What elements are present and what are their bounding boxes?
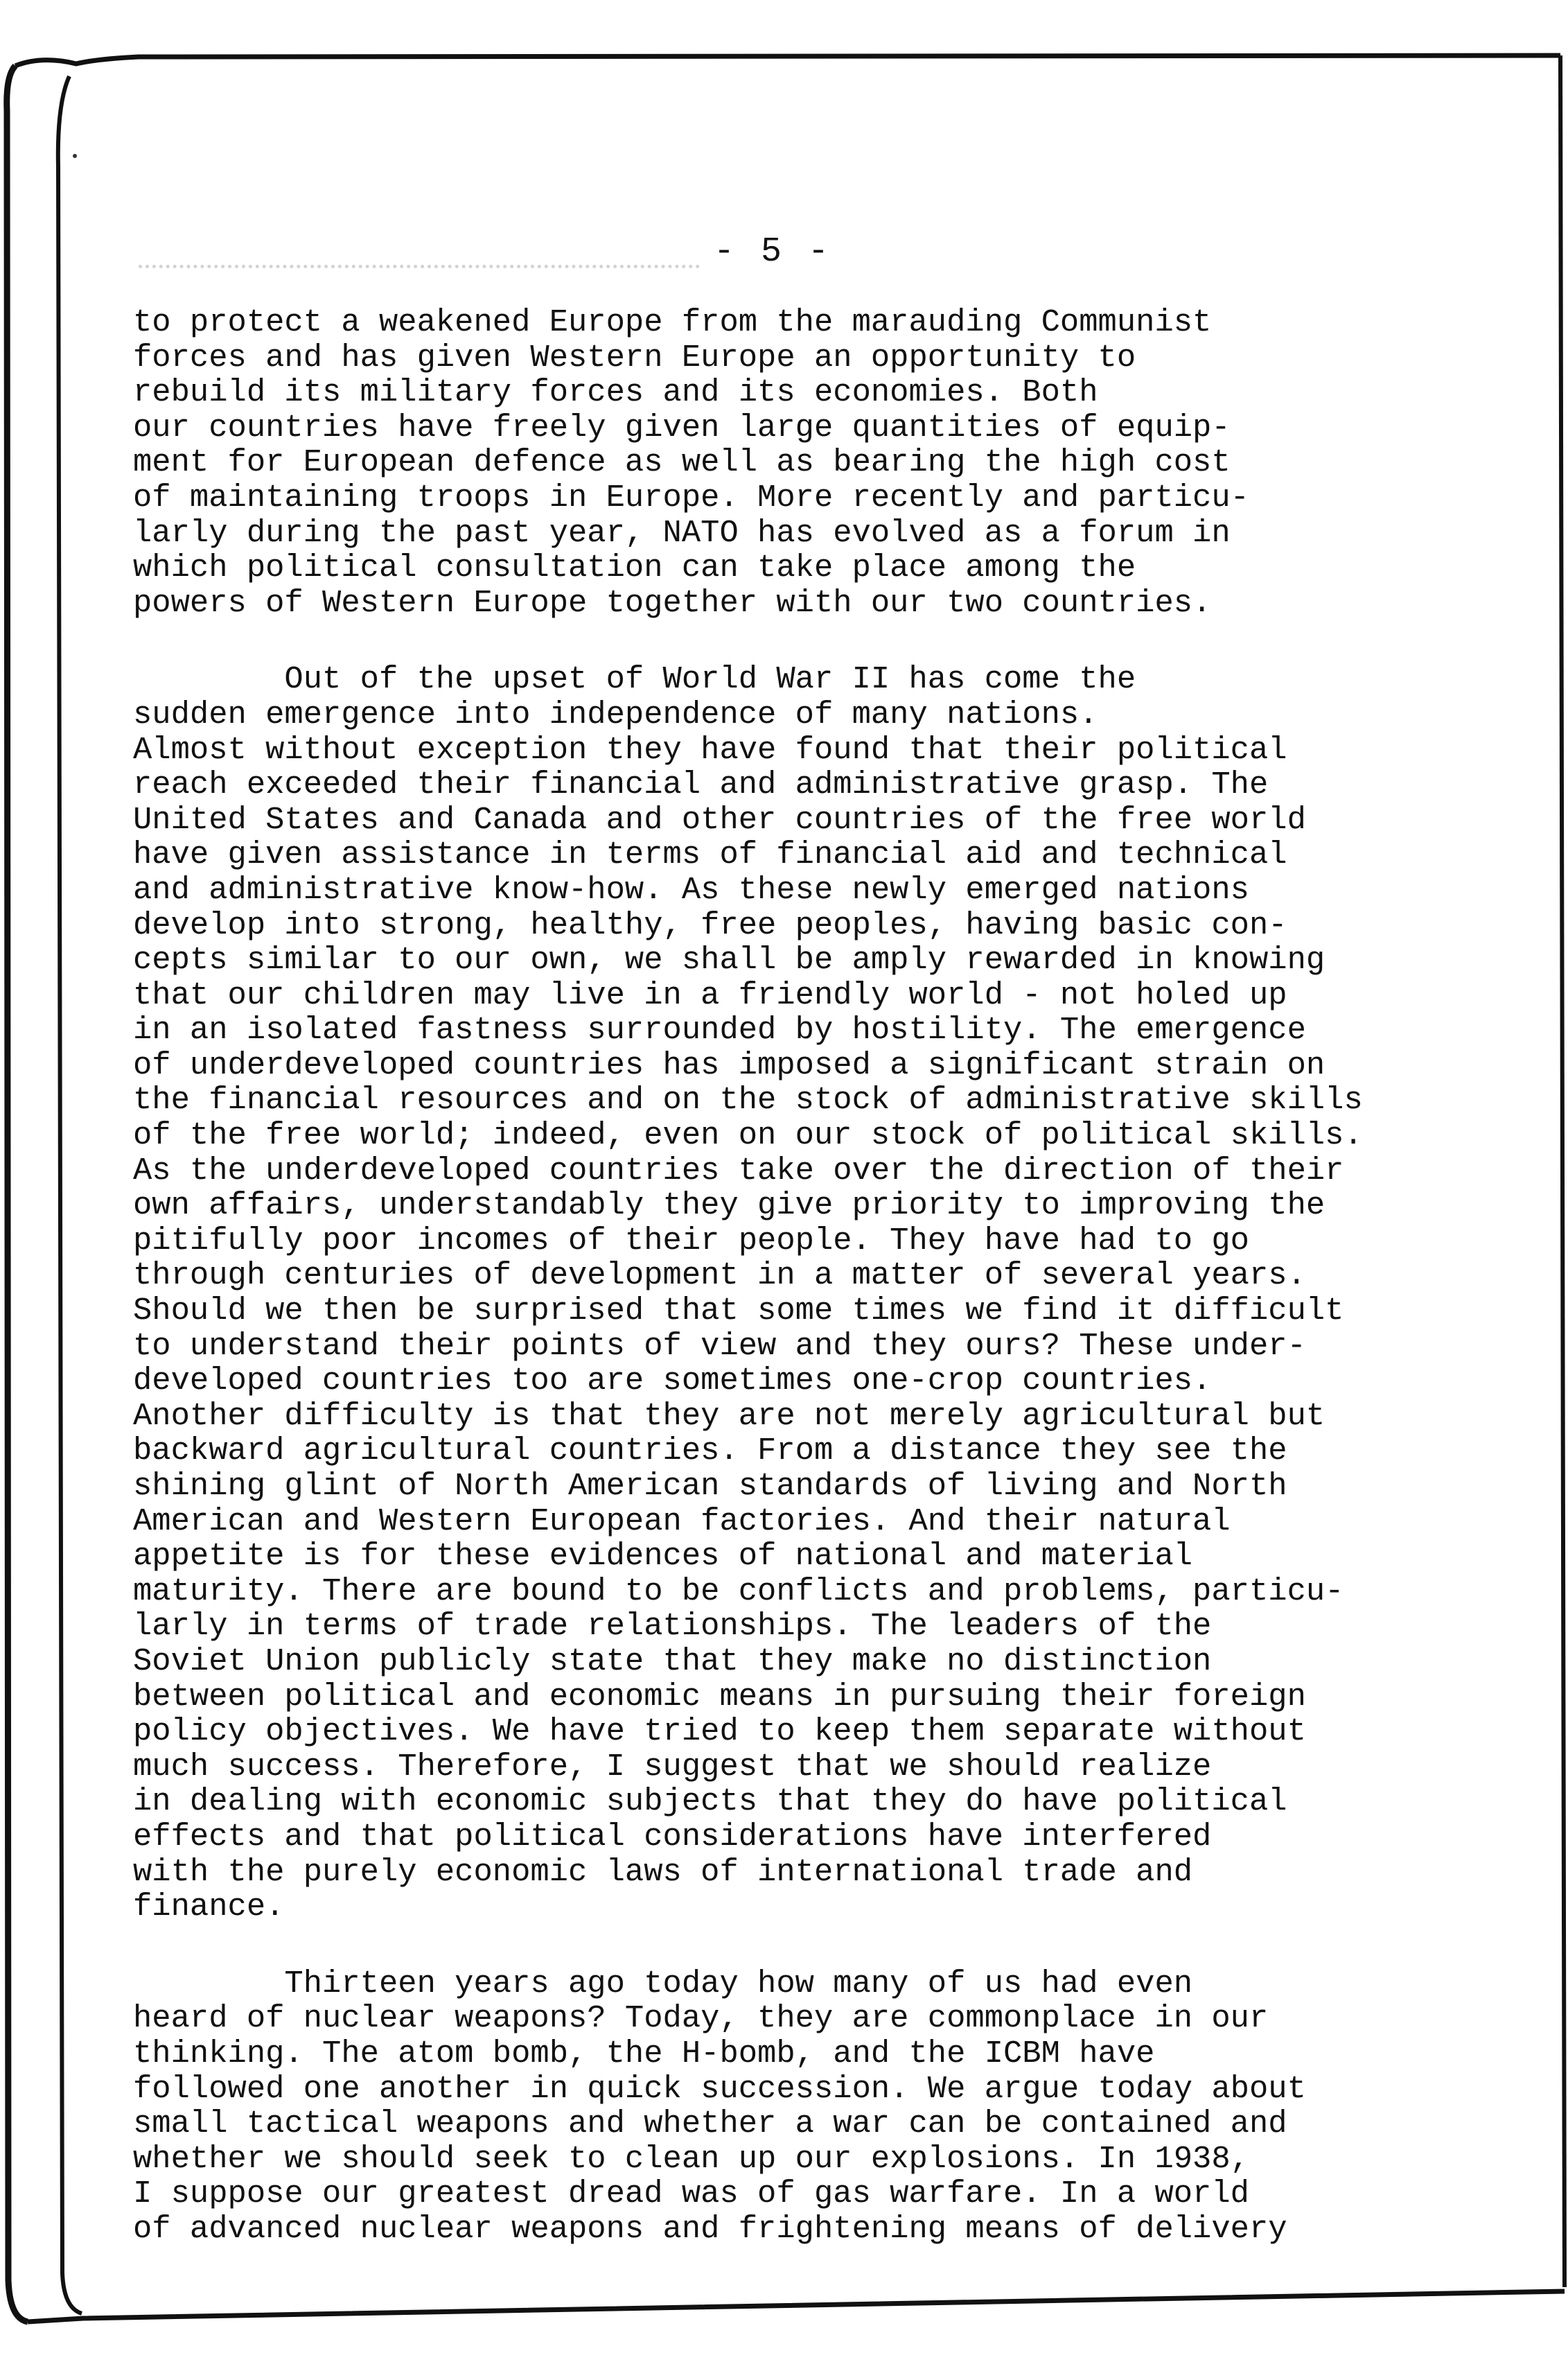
text-line: As the underdeveloped countries take over the direction of their	[133, 1152, 1344, 1189]
text-line: whether we should seek to clean up our explosions. In 1938,	[133, 2140, 1249, 2177]
text-line: maturity. There are bound to be conflicts and problems, particu-	[133, 1573, 1344, 1609]
text-line: reach exceeded their financial and administrative grasp. The	[133, 767, 1269, 803]
text-line: heard of nuclear weapons? Today, they are commonplace in our	[133, 2000, 1269, 2037]
text-line: Another difficulty is that they are not merely agricultural but	[133, 1397, 1325, 1434]
text-line: policy objectives. We have tried to keep them separate without	[133, 1713, 1306, 1750]
text-line: pitifully poor incomes of their people. They have had to go	[133, 1222, 1249, 1259]
text-line: cepts similar to our own, we shall be amply rewarded in knowing	[133, 942, 1325, 979]
text-line: much success. Therefore, I suggest that we should realize	[133, 1748, 1212, 1785]
text-line: Out of the upset of World War II has come the	[133, 661, 1136, 698]
text-line: through centuries of development in a matter of several years.	[133, 1257, 1306, 1294]
text-line: in dealing with economic subjects that they do have political	[133, 1783, 1287, 1820]
text-line: rebuild its military forces and its economies. Both	[133, 374, 1098, 411]
text-line: of advanced nuclear weapons and frightening means of delivery	[133, 2210, 1287, 2247]
text-line: effects and that political considerations have interfered	[133, 1818, 1212, 1855]
text-line: Soviet Union publicly state that they make no distinction	[133, 1643, 1212, 1679]
text-line: thinking. The atom bomb, the H-bomb, and the ICBM have	[133, 2035, 1155, 2072]
text-line: larly in terms of trade relationships. The leaders of the	[133, 1608, 1212, 1645]
text-line: and administrative know-how. As these newly emerged nations	[133, 871, 1249, 908]
header-leader-dots	[139, 244, 700, 268]
text-line: that our children may live in a friendly world - not holed up	[133, 977, 1287, 1013]
text-line: larly during the past year, NATO has evolved as a forum in	[133, 514, 1231, 551]
text-line: between political and economic means in pursuing their foreign	[133, 1678, 1306, 1715]
text-line: in an isolated fastness surrounded by hostility. The emergence	[133, 1012, 1306, 1049]
text-line: of the free world; indeed, even on our stock of political skills.	[133, 1117, 1363, 1154]
text-line: the financial resources and on the stock of administrative skills	[133, 1082, 1363, 1119]
text-line: our countries have freely given large quantities of equip-	[133, 409, 1231, 446]
text-line: developed countries too are sometimes one-crop countries.	[133, 1363, 1212, 1399]
text-line: American and Western European factories. And their natural	[133, 1503, 1231, 1539]
text-line: ment for European defence as well as bearing the high cost	[133, 444, 1231, 481]
text-line: United States and Canada and other countries of the free world	[133, 801, 1306, 838]
text-line: Thirteen years ago today how many of us had even	[133, 1965, 1193, 2002]
margin-speck	[73, 154, 77, 158]
text-line: to protect a weakened Europe from the marauding Communist	[133, 304, 1212, 340]
binder-left-outer-line	[7, 66, 28, 2322]
text-line: of maintaining troops in Europe. More recently and particu-	[133, 479, 1249, 516]
text-line: shining glint of North American standards of living and North	[133, 1468, 1287, 1504]
paragraph	[133, 662, 1533, 1924]
text-line: have given assistance in terms of financial aid and technical	[133, 837, 1287, 873]
text-line: Almost without exception they have found that their political	[133, 731, 1287, 768]
text-line: followed one another in quick succession. We argue today about	[133, 2070, 1306, 2107]
binder-left-inner-line	[58, 76, 82, 2313]
paragraph	[133, 305, 1533, 620]
text-line: I suppose our greatest dread was of gas warfare. In a world	[133, 2176, 1249, 2212]
frame-right-border	[1560, 55, 1565, 2287]
text-line: small tactical weapons and whether a war can be contained and	[133, 2106, 1287, 2142]
page-number: - 5 -	[714, 232, 832, 272]
text-line: develop into strong, healthy, free peoples, having basic con-	[133, 907, 1287, 943]
text-line: sudden emergence into independence of many nations.	[133, 696, 1098, 733]
text-line: Should we then be surprised that some times we find it difficult	[133, 1293, 1344, 1329]
text-line: backward agricultural countries. From a distance they see the	[133, 1433, 1287, 1469]
text-line: which political consultation can take place among the	[133, 550, 1136, 586]
text-line: finance.	[133, 1889, 285, 1925]
text-line: to understand their points of view and they ours? These under-	[133, 1327, 1306, 1364]
frame-bottom-border	[28, 2291, 1565, 2322]
text-line: with the purely economic laws of international trade and	[133, 1853, 1193, 1890]
text-line: forces and has given Western Europe an opportunity to	[133, 339, 1136, 376]
paragraph	[133, 1966, 1533, 2247]
text-line: appetite is for these evidences of national and material	[133, 1538, 1193, 1575]
text-line: powers of Western Europe together with our two countries.	[133, 584, 1212, 621]
frame-top-border	[15, 55, 1560, 66]
text-line: of underdeveloped countries has imposed a significant strain on	[133, 1047, 1325, 1083]
document-body	[133, 305, 1533, 2246]
text-line: own affairs, understandably they give priority to improving the	[133, 1187, 1325, 1224]
